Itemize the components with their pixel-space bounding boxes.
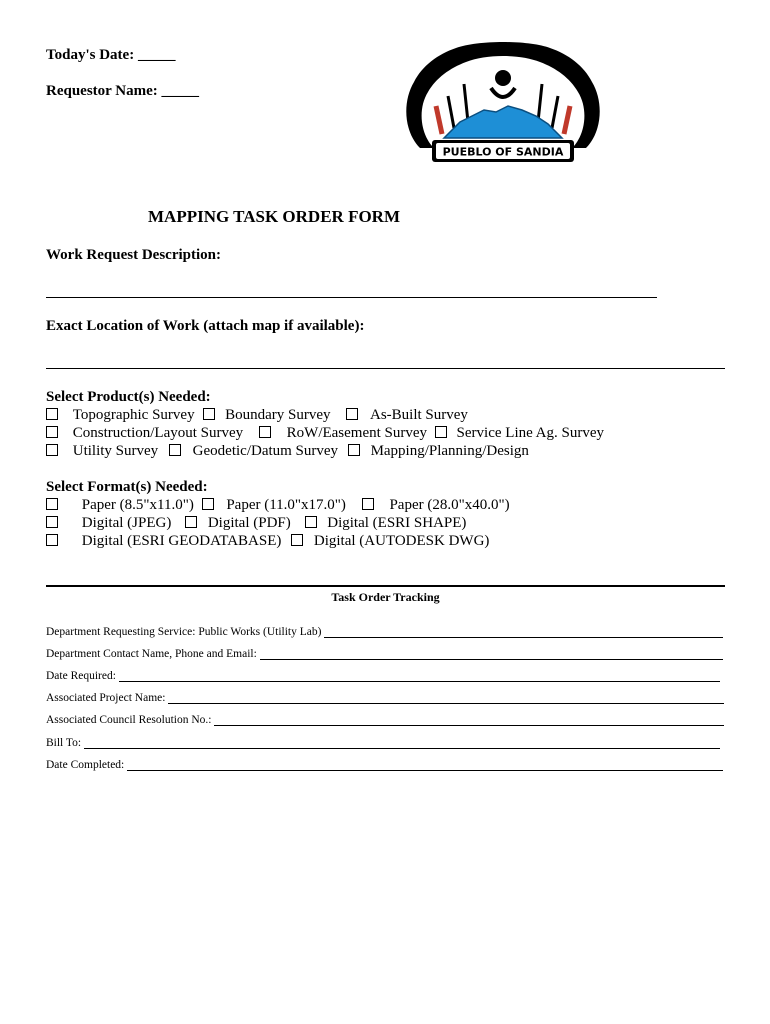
option-as-built-survey: As-Built Survey [370,407,468,423]
format-row-2 [46,515,466,532]
checkbox-paper-8-5x11[interactable] [46,498,58,510]
option-construction-layout-survey: Construction/Layout Survey [72,425,244,441]
checkbox-topographic-survey[interactable] [46,408,58,420]
option-paper-28x40: Paper (28.0"x40.0") [389,497,510,513]
option-geodetic-datum-survey: Geodetic/Datum Survey [192,443,339,459]
tracking-label-contact: Department Contact Name, Phone and Email: [46,648,257,660]
checkbox-service-line-ag-survey[interactable] [435,426,447,438]
tracking-label-date-completed: Date Completed: [46,759,125,771]
option-topographic-survey: Topographic Survey [72,407,195,423]
checkbox-geodetic-datum-survey[interactable] [169,444,181,456]
option-digital-esri-geodatabase: Digital (ESRI GEODATABASE) [81,533,282,549]
logo-seal-icon [398,36,608,176]
checkbox-digital-jpeg[interactable] [46,516,58,528]
checkbox-digital-esri-shape[interactable] [305,516,317,528]
checkbox-mapping-planning-design[interactable] [348,444,360,456]
checkbox-as-built-survey[interactable] [346,408,358,420]
work-request-input-line[interactable] [46,297,657,298]
tracking-input-department[interactable] [324,626,723,638]
tracking-input-contact[interactable] [260,648,723,660]
checkbox-boundary-survey[interactable] [203,408,215,420]
option-digital-esri-shape: Digital (ESRI SHAPE) [327,515,467,531]
option-paper-8-5x11: Paper (8.5"x11.0") [81,497,194,513]
tracking-label-project-name: Associated Project Name: [46,692,166,704]
tracking-label-bill-to: Bill To: [46,737,82,749]
location-input-line[interactable] [46,368,725,369]
tracking-heading: Task Order Tracking [331,590,440,604]
tracking-input-project-name[interactable] [168,692,724,704]
option-digital-jpeg: Digital (JPEG) [81,515,172,531]
section-divider [46,585,725,587]
option-utility-survey: Utility Survey [72,443,159,459]
tracking-input-date-required[interactable] [119,670,720,682]
checkbox-digital-esri-geodatabase[interactable] [46,534,58,546]
tracking-field-contact[interactable] [46,648,723,660]
tracking-field-council-resolution[interactable] [46,714,724,726]
tracking-label-date-required: Date Required: [46,670,116,682]
product-row-2 [46,425,604,442]
location-label: Exact Location of Work (attach map if available): [46,318,365,334]
tracking-field-department[interactable] [46,626,723,638]
option-mapping-planning-design: Mapping/Planning/Design [370,443,529,459]
option-digital-autodesk-dwg: Digital (AUTODESK DWG) [313,533,490,549]
product-row-1 [46,407,468,424]
option-digital-pdf: Digital (PDF) [207,515,291,531]
page-title: MAPPING TASK ORDER FORM [148,207,401,226]
requestor-name-label: Requestor Name: _____ [46,83,200,99]
formats-heading: Select Format(s) Needed: [46,479,208,495]
tracking-field-project-name[interactable] [46,692,724,704]
tracking-input-council-resolution[interactable] [214,714,724,726]
checkbox-construction-layout-survey[interactable] [46,426,58,438]
checkbox-row-easement-survey[interactable] [259,426,271,438]
work-request-label: Work Request Description: [46,247,221,263]
product-row-3 [46,443,529,460]
option-service-line-ag-survey: Service Line Ag. Survey [456,425,605,441]
option-boundary-survey: Boundary Survey [225,407,331,423]
option-row-easement-survey: RoW/Easement Survey [286,425,428,441]
tracking-label-department: Department Requesting Service: Public Works (Utility Lab) [46,626,322,638]
pueblo-of-sandia-logo [398,36,608,176]
format-row-1 [46,497,510,514]
checkbox-paper-11x17[interactable] [202,498,214,510]
tracking-input-bill-to[interactable] [84,737,720,749]
tracking-field-date-required[interactable] [46,670,720,682]
format-row-3 [46,533,489,550]
tracking-field-bill-to[interactable] [46,737,720,749]
tracking-input-date-completed[interactable] [127,759,723,771]
checkbox-digital-autodesk-dwg[interactable] [291,534,303,546]
logo-text: PUEBLO OF SANDIA [442,145,564,159]
checkbox-digital-pdf[interactable] [185,516,197,528]
option-paper-11x17: Paper (11.0"x17.0") [226,497,346,513]
checkbox-paper-28x40[interactable] [362,498,374,510]
checkbox-utility-survey[interactable] [46,444,58,456]
todays-date-label: Today's Date: _____ [46,47,176,63]
tracking-label-council-resolution: Associated Council Resolution No.: [46,714,212,726]
products-heading: Select Product(s) Needed: [46,389,211,405]
tracking-field-date-completed[interactable] [46,759,723,771]
